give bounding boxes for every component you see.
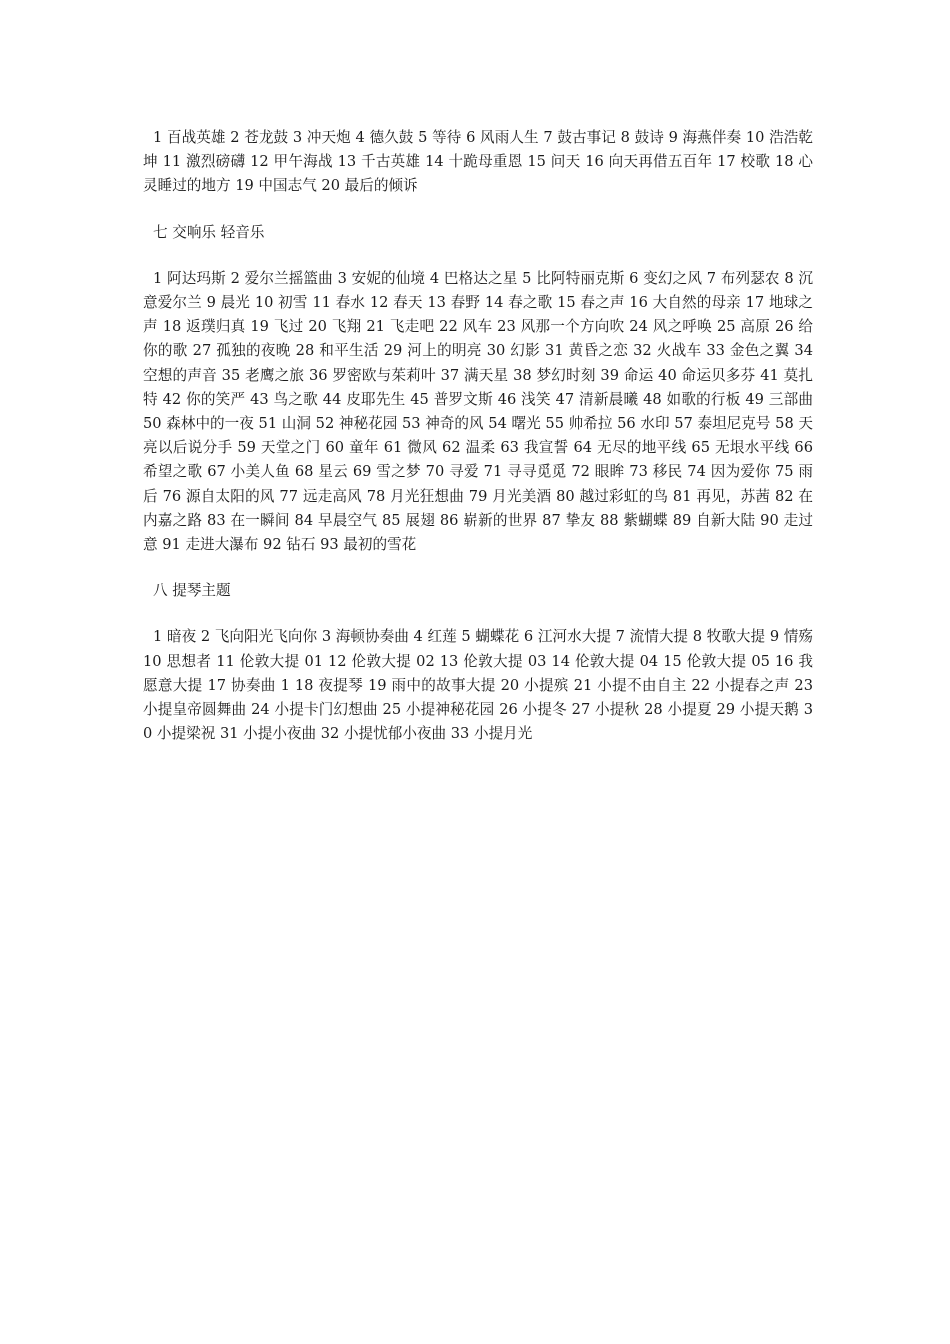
section-heading-symphony: 七 交响乐 轻音乐 — [153, 223, 265, 241]
section-heading-violin: 八 提琴主题 — [153, 582, 231, 600]
violin-music-list: 1 暗夜 2 飞向阳光飞向你 3 海顿协奏曲 4 红莲 5 蝴蝶花 6 江河水大提 7 流情大提 8 牧歌大提 9 情殇 10 思想者 11 伦敦大提 01 12 伦敦大提 02 13 伦敦大提 03 14 伦敦大提 04 15 伦敦大提 05 16 我愿意大提 17 协奏曲 1 18 夜提琴 19 雨中的故事大提 20 小提殡 21 小提不由自主 22 小提春之声 23 小提皇帝圆舞曲 24 小提卡门幻想曲 25 小提神秘花园 26 小提冬 27 小提秋 28 小提夏 29 小提天鹅 30 小提梁祝 31 小提小夜曲 32 小提忧郁小夜曲 33 小提月光 — [143, 628, 813, 743]
document-page — [143, 126, 813, 746]
symphony-music-list: 1 阿达玛斯 2 爱尔兰摇篮曲 3 安妮的仙境 4 巴格达之星 5 比阿特丽克斯 6 变幻之风 7 布列瑟农 8 沉意爱尔兰 9 晨光 10 初雪 11 春水 12 春天 13 春野 14 春之歌 15 春之声 16 大自然的母亲 17 地球之声 18 返璞归真 19 飞过 20 飞翔 21 飞走吧 22 风车 23 风那一个方向吹 24 风之呼唤 25 高原 26 给你的歌 27 孤独的夜晚 28 和平生活 29 河上的明亮 30 幻影 31 黄昏之恋 32 火战车 33 金色之翼 34 空想的声音 35 老鹰之旅 36 罗密欧与茱莉叶 37 满天星 38 梦幻时刻 39 命运 40 命运贝多芬 41 莫扎特 42 你的笑严 43 鸟之歌 44 皮耶先生 45 普罗文斯 46 浅笑 47 清新晨曦 48 如歌的行板 49 三部曲 50 森林中的一夜 51 山洞 52 神秘花园 53 神奇的风 54 曙光 55 帅希拉 56 水印 57 泰坦尼克号 58 天亮以后说分手 59 天堂之门 60 童年 61 微风 62 温柔 63 我宣誓 64 无尽的地平线 65 无垠水平线 66 希望之歌 67 小美人鱼 68 星云 69 雪之梦 70 寻爱 71 寻寻觅觅 72 眼眸 73 移民 74 因为爱你 75 雨后 76 源自太阳的风 77 远走高风 78 月光狂想曲 79 月光美酒 80 越过彩虹的鸟 81 再见，苏茜 82 在内嘉之路 83 在一瞬间 84 早晨空气 85 展翅 86 崭新的世界 87 挚友 88 紫蝴蝶 89 自新大陆 90 走过意 91 走进大瀑布 92 钻石 93 最初的雪花 — [143, 269, 813, 554]
drum-music-list: 1 百战英雄 2 苍龙鼓 3 冲天炮 4 德久鼓 5 等待 6 风雨人生 7 鼓古事记 8 鼓诗 9 海燕伴奏 10 浩浩乾坤 11 激烈磅礴 12 甲午海战 13 千古英雄 14 十跪母重恩 15 问天 16 向天再借五百年 17 校歌 18 心灵睡过的地方 19 中国志气 20 最后的倾诉 — [143, 129, 813, 195]
